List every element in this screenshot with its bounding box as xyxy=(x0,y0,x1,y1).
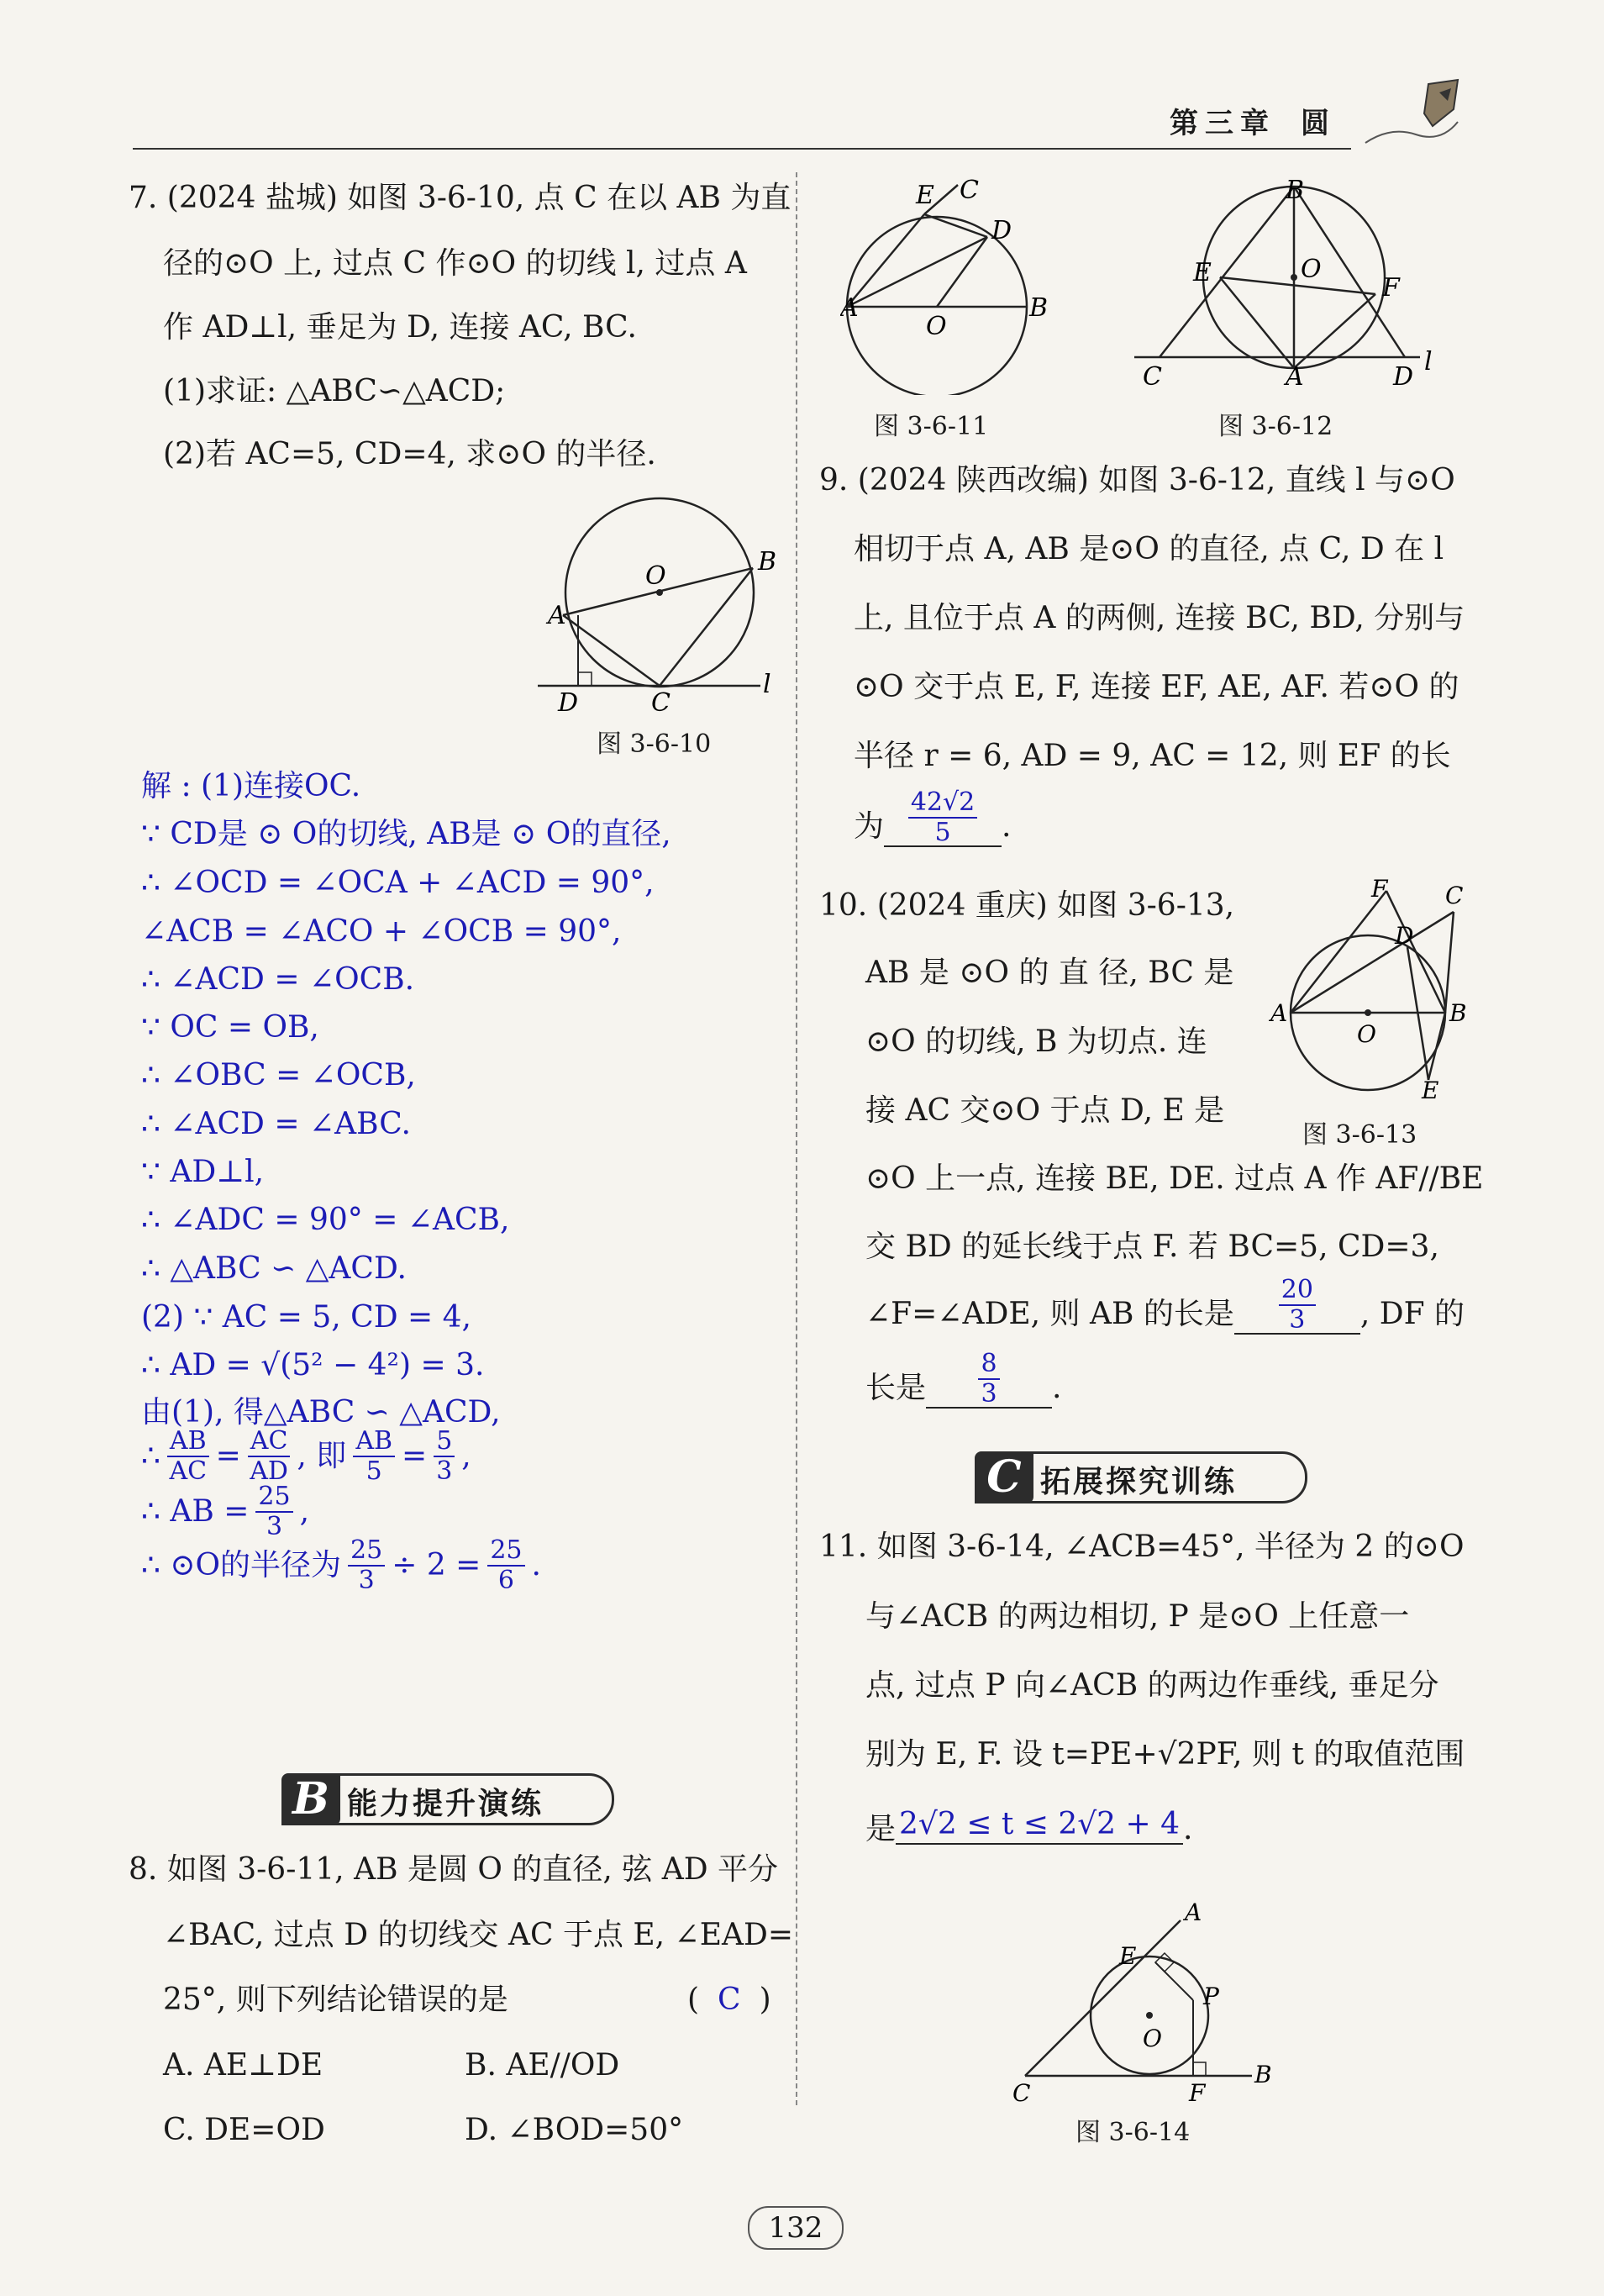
frac-num: 25 xyxy=(348,1538,385,1567)
fig10-label: D xyxy=(558,688,579,714)
fig13-label: O xyxy=(1357,1020,1376,1048)
solution-line: ∴ ∠ACD = ∠ABC. xyxy=(141,1107,411,1141)
chapter-label: 第三章 xyxy=(1170,107,1275,140)
frac-num: 5 xyxy=(434,1429,455,1457)
solution-ratio-line xyxy=(141,1426,471,1486)
fig11-label: C xyxy=(960,176,979,205)
solution-line: ∴ AD = √(5² − 4²) = 3. xyxy=(141,1348,485,1382)
solution-line: ∵ OC = OB, xyxy=(141,1010,319,1045)
q10-line: 交 BD 的延长线于点 F. 若 BC=5, CD=3, xyxy=(865,1230,1439,1264)
fig14-label: C xyxy=(1012,2079,1031,2105)
frac-den: 3 xyxy=(358,1566,375,1595)
frac-den: AD xyxy=(250,1456,288,1486)
frac-den: AC xyxy=(169,1456,208,1486)
solution-line: ∴ ∠ADC = 90° = ∠ACB, xyxy=(141,1203,510,1237)
q7-line: 作 AD⊥l, 垂足为 D, 连接 AC, BC. xyxy=(163,310,637,345)
fig14-label: A xyxy=(1185,1898,1202,1926)
fig12-caption: 图 3-6-12 xyxy=(1218,412,1333,441)
fig10-label: B xyxy=(758,547,777,577)
q10-line: 10. (2024 重庆) 如图 3-6-13, xyxy=(819,888,1235,923)
fig13-label: D xyxy=(1395,922,1414,950)
q11-line: 别为 E, F. 设 t=PE+√2PF, 则 t 的取值范围 xyxy=(865,1737,1465,1772)
page-number: 132 xyxy=(748,2206,844,2250)
fig13-label: A xyxy=(1270,999,1288,1027)
radius-prefix: ∴ ⊙O的半径为 xyxy=(141,1548,342,1582)
section-b-badge: B xyxy=(281,1773,340,1825)
fig11-label: O xyxy=(926,312,947,341)
solution-line: ∵ AD⊥l, xyxy=(141,1155,265,1189)
frac-den: 6 xyxy=(497,1566,514,1595)
figure-3-6-12 xyxy=(1126,176,1445,395)
fig12-label: D xyxy=(1393,362,1414,392)
solution-line: ∴ ∠OBC = ∠OCB, xyxy=(141,1058,416,1093)
ratio-end: , xyxy=(461,1439,471,1473)
solution-ab-line xyxy=(141,1484,309,1540)
q7-line: 径的⊙O 上, 过点 C 作⊙O 的切线 l, 过点 A xyxy=(163,246,747,281)
frac-den: 5 xyxy=(934,818,951,847)
fig10-label: O xyxy=(645,561,666,591)
fig12-label: C xyxy=(1143,362,1162,392)
ab-prefix: ∴ AB = xyxy=(141,1494,250,1529)
q9-prefix: 为 xyxy=(854,809,885,844)
solution-line: ∵ CD是 ⊙ O的切线, AB是 ⊙ O的直径, xyxy=(141,817,671,851)
pencil-decoration-icon xyxy=(1357,76,1466,155)
fig12-label: l xyxy=(1424,347,1433,377)
q9-answer-blank xyxy=(884,787,1002,847)
solution-line: 由(1), 得△ABC ∽ △ACD, xyxy=(141,1395,501,1430)
frac-den: 3 xyxy=(1289,1305,1306,1335)
frac-num: AB xyxy=(353,1429,395,1457)
fig13-label: E xyxy=(1422,1077,1439,1101)
fig13-label: C xyxy=(1445,882,1464,909)
q7-line: (2)若 AC=5, CD=4, 求⊙O 的半径. xyxy=(163,437,656,471)
figure-3-6-13 xyxy=(1269,878,1470,1101)
radius-mid: ÷ 2 = xyxy=(392,1548,481,1582)
q10-line-7 xyxy=(865,1277,1465,1335)
frac-num: 25 xyxy=(255,1484,292,1513)
fig11-label: E xyxy=(916,181,934,210)
q8-option: C. DE=OD xyxy=(163,2113,325,2147)
fig12-label: F xyxy=(1382,273,1400,303)
fig13-label: B xyxy=(1449,999,1467,1027)
frac-den: 3 xyxy=(981,1379,997,1409)
radius-end: . xyxy=(531,1548,541,1582)
fig13-label: F xyxy=(1371,878,1388,903)
section-c-title: 拓展探究训练 xyxy=(1040,1465,1238,1499)
q11-line: 11. 如图 3-6-14, ∠ACB=45°, 半径为 2 的⊙O xyxy=(819,1530,1465,1564)
q10-line: ⊙O 上一点, 连接 BE, DE. 过点 A 作 AF//BE xyxy=(865,1161,1484,1196)
q10-df-prefix: 长是 xyxy=(865,1371,927,1405)
fig13-caption: 图 3-6-13 xyxy=(1302,1120,1417,1150)
fig10-label: l xyxy=(763,670,771,699)
q9-line: ⊙O 交于点 E, F, 连接 EF, AE, AF. 若⊙O 的 xyxy=(854,670,1459,704)
ab-end: , xyxy=(299,1494,310,1529)
fig14-label: P xyxy=(1203,1983,1219,2010)
q10-ab-prefix: ∠F=∠ADE, 则 AB 的长是 xyxy=(865,1297,1234,1331)
figure-3-6-11 xyxy=(840,176,1059,395)
q8-line: 8. 如图 3-6-11, AB 是圆 O 的直径, 弦 AD 平分 xyxy=(129,1852,778,1887)
fig10-caption: 图 3-6-10 xyxy=(597,729,712,759)
frac-num: 8 xyxy=(978,1351,999,1380)
q8-option: B. AE//OD xyxy=(465,2048,620,2083)
figure-3-6-14 xyxy=(1008,1887,1277,2105)
fig10-label: C xyxy=(651,688,671,714)
section-b-title: 能力提升演练 xyxy=(347,1787,544,1821)
fig11-label: A xyxy=(840,293,859,323)
q10-ab-suffix: , DF 的 xyxy=(1359,1297,1465,1331)
q10-df-suffix: . xyxy=(1052,1371,1062,1405)
frac-num: 42√2 xyxy=(908,790,977,819)
fig14-label: F xyxy=(1189,2079,1206,2105)
figure-3-6-10 xyxy=(538,496,790,714)
q8-answer: C xyxy=(718,1983,741,2017)
solution-line: ∠ACB = ∠ACO + ∠OCB = 90°, xyxy=(141,914,622,949)
q11-prefix: 是 xyxy=(865,1812,897,1846)
frac-den: 5 xyxy=(366,1456,382,1486)
fig14-label: O xyxy=(1143,2025,1162,2052)
solution-line: ∴ △ABC ∽ △ACD. xyxy=(141,1251,408,1286)
q8-answer-bracket xyxy=(687,1985,771,2015)
q11-answer-line xyxy=(865,1809,1193,1845)
q11-line: 与∠ACB 的两边相切, P 是⊙O 上任意一 xyxy=(865,1599,1410,1634)
q9-line: 上, 且位于点 A 的两侧, 连接 BC, BD, 分别与 xyxy=(854,601,1465,635)
q7-line: 7. (2024 盐城) 如图 3-6-10, 点 C 在以 AB 为直 xyxy=(129,181,791,215)
ratio-mid: , 即 xyxy=(297,1439,347,1473)
section-b-banner xyxy=(281,1773,618,1825)
q11-suffix: . xyxy=(1183,1812,1193,1846)
bracket-open: ( xyxy=(687,1983,700,2017)
q8-option: A. AE⊥DE xyxy=(163,2048,323,2083)
ratio-eq: = xyxy=(215,1439,241,1473)
solution-line: 解 : (1)连接OC. xyxy=(141,769,361,803)
q11-answer: 2√2 ≤ t ≤ 2√2 + 4 xyxy=(896,1809,1183,1845)
q10-line: 接 AC 交⊙O 于点 D, E 是 xyxy=(865,1093,1225,1128)
section-c-banner xyxy=(975,1451,1311,1503)
fig14-label: B xyxy=(1254,2061,1272,2088)
frac-num: AC xyxy=(248,1429,291,1457)
fig11-label: D xyxy=(991,216,1012,245)
q10-df-blank xyxy=(926,1351,1052,1409)
q10-line-8 xyxy=(865,1351,1061,1409)
ratio-eq2: = xyxy=(402,1439,428,1473)
ratio-prefix: ∴ xyxy=(141,1439,160,1473)
q8-line: ∠BAC, 过点 D 的切线交 AC 于点 E, ∠EAD= xyxy=(163,1918,794,1952)
fig11-label: B xyxy=(1029,293,1049,323)
solution-radius-line xyxy=(141,1535,541,1595)
q9-answer-line xyxy=(854,787,1012,847)
frac-num: AB xyxy=(167,1429,209,1457)
fig10-label: A xyxy=(548,601,566,630)
frac-den: 3 xyxy=(266,1512,283,1541)
frac-den: 3 xyxy=(436,1456,453,1486)
solution-line: ∴ ∠OCD = ∠OCA + ∠ACD = 90°, xyxy=(141,866,655,900)
q10-line: AB 是 ⊙O 的 直 径, BC 是 xyxy=(865,956,1234,990)
fig12-label: B xyxy=(1286,176,1305,205)
frac-num: 20 xyxy=(1279,1277,1316,1306)
q9-line: 9. (2024 陕西改编) 如图 3-6-12, 直线 l 与⊙O xyxy=(819,463,1455,498)
solution-line: ∴ ∠ACD = ∠OCB. xyxy=(141,962,415,997)
q11-line: 点, 过点 P 向∠ACB 的两边作垂线, 垂足分 xyxy=(865,1668,1439,1703)
q9-line: 半径 r = 6, AD = 9, AC = 12, 则 EF 的长 xyxy=(854,739,1451,773)
q9-line: 相切于点 A, AB 是⊙O 的直径, 点 C, D 在 l xyxy=(854,532,1444,566)
q10-ab-blank xyxy=(1234,1277,1360,1335)
header-rule xyxy=(133,148,1351,150)
section-c-badge: C xyxy=(975,1451,1033,1503)
q8-line: 25°, 则下列结论错误的是 xyxy=(163,1983,508,2017)
fig14-caption: 图 3-6-14 xyxy=(1075,2118,1191,2147)
q8-option: D. ∠BOD=50° xyxy=(465,2113,684,2147)
frac-num: 25 xyxy=(487,1538,524,1567)
fig14-label: E xyxy=(1119,1942,1137,1970)
fig12-label: E xyxy=(1193,258,1212,287)
column-divider xyxy=(796,172,797,2105)
q9-suffix: . xyxy=(1002,809,1012,844)
fig12-label: A xyxy=(1286,362,1304,392)
fig11-caption: 图 3-6-11 xyxy=(874,412,989,441)
q10-line: ⊙O 的切线, B 为切点. 连 xyxy=(865,1024,1207,1059)
chapter-title: 圆 xyxy=(1301,107,1329,140)
q7-line: (1)求证: △ABC∽△ACD; xyxy=(163,374,506,408)
solution-line: (2) ∵ AC = 5, CD = 4, xyxy=(141,1300,471,1335)
bracket-close: ) xyxy=(759,1983,771,2017)
fig12-label: O xyxy=(1301,255,1322,284)
